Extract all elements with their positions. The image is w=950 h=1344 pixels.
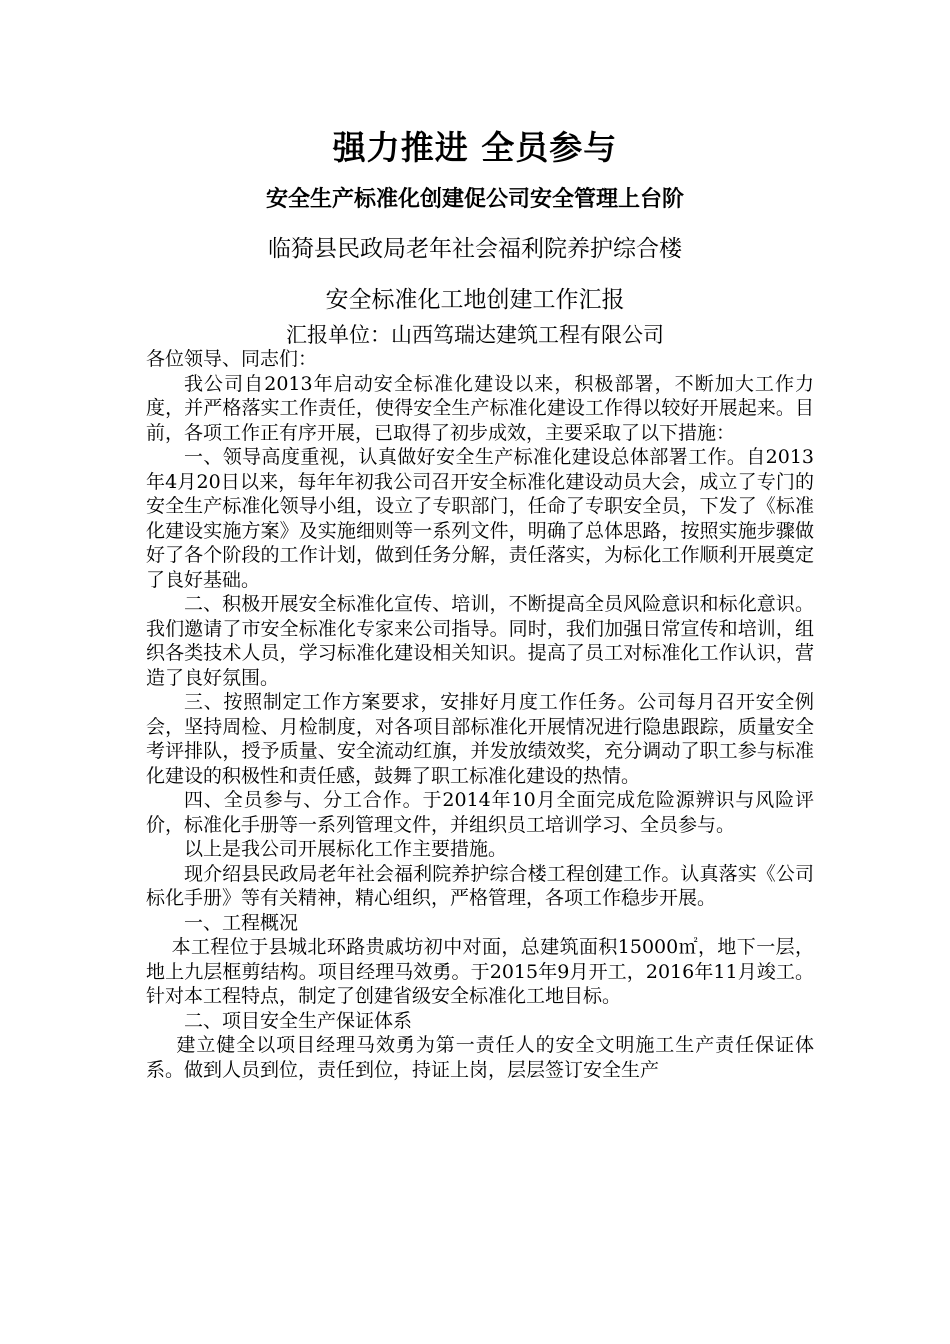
paragraph-safety-system: 建立健全以项目经理马效勇为第一责任人的安全文明施工生产责任保证体系。做到人员到位，责任到位，持证上岗，层层签订安全生产 (146, 1034, 814, 1081)
document-body (146, 347, 814, 1082)
section-heading-safety-system: 二、项目安全生产保证体系 (184, 1009, 413, 1032)
reporting-unit: 汇报单位：山西笃瑞达建筑工程有限公司 (286, 323, 664, 347)
paragraph-summary: 以上是我公司开展标化工作主要措施。 (184, 838, 508, 860)
paragraph-measure-3: 三、按照制定工作方案要求，安排好月度工作任务。公司每月召开安全例会，坚持周检、月检制度，对各项目部标准化开展情况进行隐患跟踪，质量安全考评排队，授予质量、安全流动红旗，并发放绩效奖，充分调动了职工参与标准化建设的积极性和责任感，鼓舞了职工标准化建设的热情。 (146, 691, 814, 787)
paragraph-measure-2: 二、积极开展安全标准化宣传、培训，不断提高全员风险意识和标化意识。我们邀请了市安全标准化专家来公司指导。同时，我们加强日常宣传和培训，组织各类技术人员，学习标准化建设相关知识。提高了员工对标准化工作认识，营造了良好氛围。 (146, 593, 814, 689)
paragraph-measure-1: 一、领导高度重视，认真做好安全生产标准化建设总体部署工作。自2013年4月20日以来，每年年初我公司召开安全标准化建设动员大会，成立了专门的安全生产标准化领导小组，设立了专职部门，任命了专职安全员，下发了《标准化建设实施方案》及实施细则等一系列文件，明确了总体思路，按照实施步骤做好了各个阶段的工作计划，做到任务分解，责任落实，为标化工作顺利开展奠定了良好基础。 (146, 446, 814, 591)
heading-line-project: 临猗县民政局老年社会福利院养护综合楼 (268, 236, 682, 262)
paragraph-project-intro: 现介绍县民政局老年社会福利院养护综合楼工程创建工作。认真落实《公司标化手册》等有关精神，精心组织，严格管理，各项工作稳步开展。 (146, 862, 814, 909)
salutation: 各位领导、同志们： (146, 348, 318, 370)
paragraph-overview: 本工程位于县城北环路贵戚坊初中对面，总建筑面积15000㎡，地下一层，地上九层框剪结构。项目经理马效勇。于2015年9月开工，2016年11月竣工。针对本工程特点，制定了创建省级安全标准化工地目标。 (146, 936, 814, 1007)
paragraph-measure-4: 四、全员参与、分工合作。于2014年10月全面完成危险源辨识与风险评价，标准化手册等一系列管理文件，并组织员工培训学习、全员参与。 (146, 789, 814, 836)
heading-line-report: 安全标准化工地创建工作汇报 (325, 287, 625, 313)
document-title: 强力推进 全员参与 (332, 128, 618, 167)
document-subtitle: 安全生产标准化创建促公司安全管理上台阶 (265, 187, 684, 212)
section-heading-overview: 一、工程概况 (184, 911, 299, 934)
paragraph-intro: 我公司自2013年启动安全标准化建设以来，积极部署，不断加大工作力度，并严格落实工作责任，使得安全生产标准化建设工作得以较好开展起来。目前，各项工作正有序开展，已取得了初步成效，主要采取了以下措施： (146, 372, 814, 444)
